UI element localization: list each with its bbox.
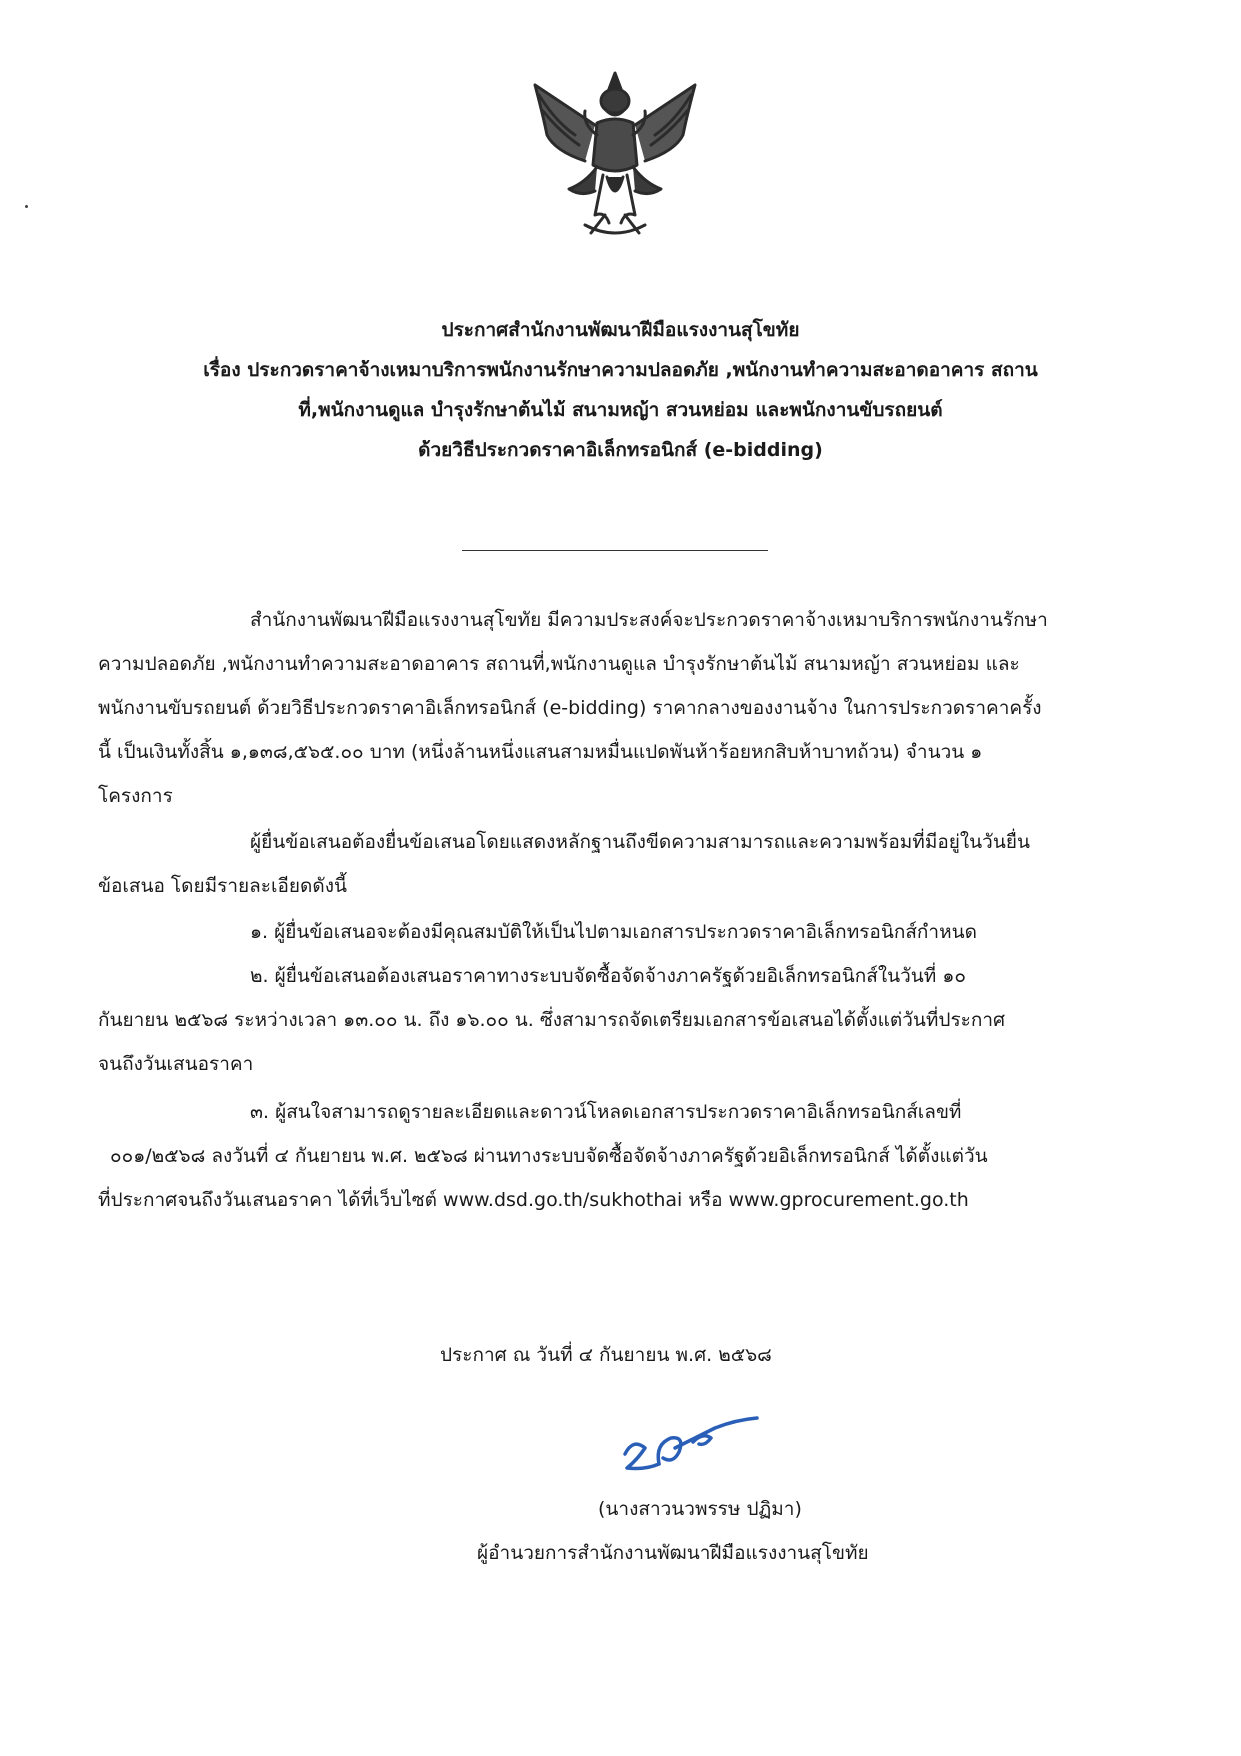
paragraph-line: ผู้ยื่นข้อเสนอต้องยื่นข้อเสนอโดยแสดงหลักฐานถึงขีดความสามารถและความพร้อมที่มีอยู่ในวันยื่น (250, 831, 1030, 853)
paragraph-line: โครงการ (98, 785, 173, 807)
divider (462, 550, 768, 551)
header-subject-line-2: ที่,พนักงานดูแล บำรุงรักษาต้นไม้ สนามหญ้า สวนหย่อม และพนักงานขับรถยนต์ (298, 399, 943, 421)
paragraph-line: ความปลอดภัย ,พนักงานทำความสะอาดอาคาร สถานที่,พนักงานดูแล บำรุงรักษาต้นไม้ สนามหญ้า สวนหย่อม และ (98, 653, 1020, 675)
paragraph-line: กันยายน ๒๕๖๘ ระหว่างเวลา ๑๓.๐๐ น. ถึง ๑๖.๐๐ น. ซึ่งสามารถจัดเตรียมเอกสารข้อเสนอได้ตั้งแต่วันที่ประกาศ (98, 1009, 1006, 1031)
paragraph-line: สำนักงานพัฒนาฝีมือแรงงานสุโขทัย มีความประสงค์จะประกวดราคาจ้างเหมาบริการพนักงานรักษา (250, 609, 1048, 631)
signer-name: (นางสาวนวพรรษ ปฏิมา) (598, 1498, 802, 1520)
header-title: ประกาศสำนักงานพัฒนาฝีมือแรงงานสุโขทัย (441, 319, 800, 341)
list-item: ๒. ผู้ยื่นข้อเสนอต้องเสนอราคาทางระบบจัดซื้อจัดจ้างภาครัฐด้วยอิเล็กทรอนิกส์ในวันที่ ๑๐ (250, 965, 967, 987)
paragraph-line: ที่ประกาศจนถึงวันเสนอราคา ได้ที่เว็บไซต์ www.dsd.go.th/sukhothai หรือ www.gprocurement.go.th (98, 1189, 969, 1211)
list-item: ๑. ผู้ยื่นข้อเสนอจะต้องมีคุณสมบัติให้เป็นไปตามเอกสารประกวดราคาอิเล็กทรอนิกส์กำหนด (250, 921, 977, 943)
announcement-date: ประกาศ ณ วันที่ ๔ กันยายน พ.ศ. ๒๕๖๘ (440, 1344, 772, 1366)
paragraph-line: ๐๐๑/๒๕๖๘ ลงวันที่ ๔ กันยายน พ.ศ. ๒๕๖๘ ผ่านทางระบบจัดซื้อจัดจ้างภาครัฐด้วยอิเล็กทรอนิกส์ ได้ตั้งแต่วัน (110, 1145, 988, 1167)
handwritten-signature (615, 1408, 765, 1488)
paragraph-line: จนถึงวันเสนอราคา (98, 1053, 254, 1075)
paragraph-line: นี้ เป็นเงินทั้งสิ้น ๑,๑๓๘,๕๖๕.๐๐ บาท (หนึ่งล้านหนึ่งแสนสามหมื่นแปดพันห้าร้อยหกสิบห้าบาทถ้วน) จำนวน ๑ (98, 741, 983, 763)
paragraph-line: ข้อเสนอ โดยมีรายละเอียดดังนี้ (98, 875, 347, 897)
scan-speck (25, 205, 28, 208)
signer-title: ผู้อำนวยการสำนักงานพัฒนาฝีมือแรงงานสุโขทัย (477, 1542, 869, 1564)
header-subject-line-1: เรื่อง ประกวดราคาจ้างเหมาบริการพนักงานรักษาความปลอดภัย ,พนักงานทำความสะอาดอาคาร สถาน (203, 359, 1038, 381)
header-subject-line-3: ด้วยวิธีประกวดราคาอิเล็กทรอนิกส์ (e-bidding) (418, 439, 823, 461)
list-item: ๓. ผู้สนใจสามารถดูรายละเอียดและดาวน์โหลดเอกสารประกวดราคาอิเล็กทรอนิกส์เลขที่ (250, 1101, 962, 1123)
announcement-header (90, 310, 1151, 470)
paragraph-line: พนักงานขับรถยนต์ ด้วยวิธีประกวดราคาอิเล็กทรอนิกส์ (e-bidding) ราคากลางของงานจ้าง ในการประกวดราคาครั้ง (98, 697, 1042, 719)
garuda-emblem-icon (525, 65, 705, 243)
